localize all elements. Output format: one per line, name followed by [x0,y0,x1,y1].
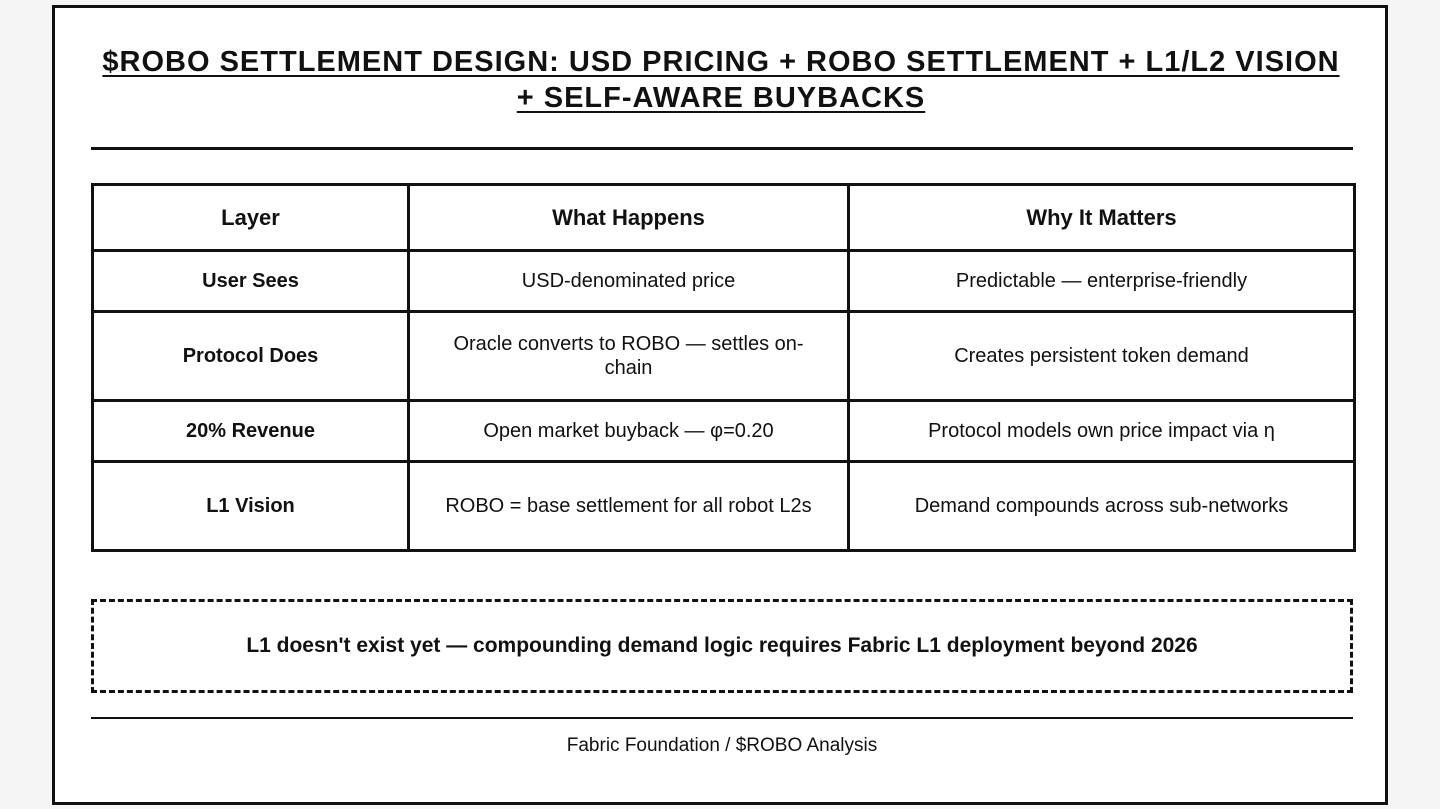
what-cell: USD-denominated price [409,251,849,312]
layer-cell: User Sees [93,251,409,312]
footer-divider [91,717,1353,719]
why-cell: Demand compounds across sub-networks [849,462,1355,551]
table-header-row [93,185,1355,251]
header-why-it-matters: Why It Matters [849,185,1355,251]
layer-cell: Protocol Does [93,312,409,401]
settlement-table [91,183,1356,552]
why-cell: Creates persistent token demand [849,312,1355,401]
table-row [93,251,1355,312]
table-row [93,462,1355,551]
what-cell: Open market buyback — φ=0.20 [409,401,849,462]
what-cell: ROBO = base settlement for all robot L2s [409,462,849,551]
header-layer: Layer [93,185,409,251]
layer-cell: 20% Revenue [93,401,409,462]
why-cell: Protocol models own price impact via η [849,401,1355,462]
page-title: $ROBO SETTLEMENT DESIGN: USD PRICING + ROBO SETTLEMENT + L1/L2 VISION + SELF-AWARE BUYBACKS [102,46,1340,114]
header-what-happens: What Happens [409,185,849,251]
footer-source: Fabric Foundation / $ROBO Analysis [566,735,878,756]
table-row [93,312,1355,401]
what-cell: Oracle converts to ROBO — settles on-chain [409,312,849,401]
table-row [93,401,1355,462]
caveat-text: L1 doesn't exist yet — compounding demand logic requires Fabric L1 deployment beyond 2026 [246,634,1198,657]
document-card [52,5,1388,805]
title-divider [91,147,1353,150]
why-cell: Predictable — enterprise-friendly [849,251,1355,312]
caveat-callout [91,599,1353,693]
layer-cell: L1 Vision [93,462,409,551]
